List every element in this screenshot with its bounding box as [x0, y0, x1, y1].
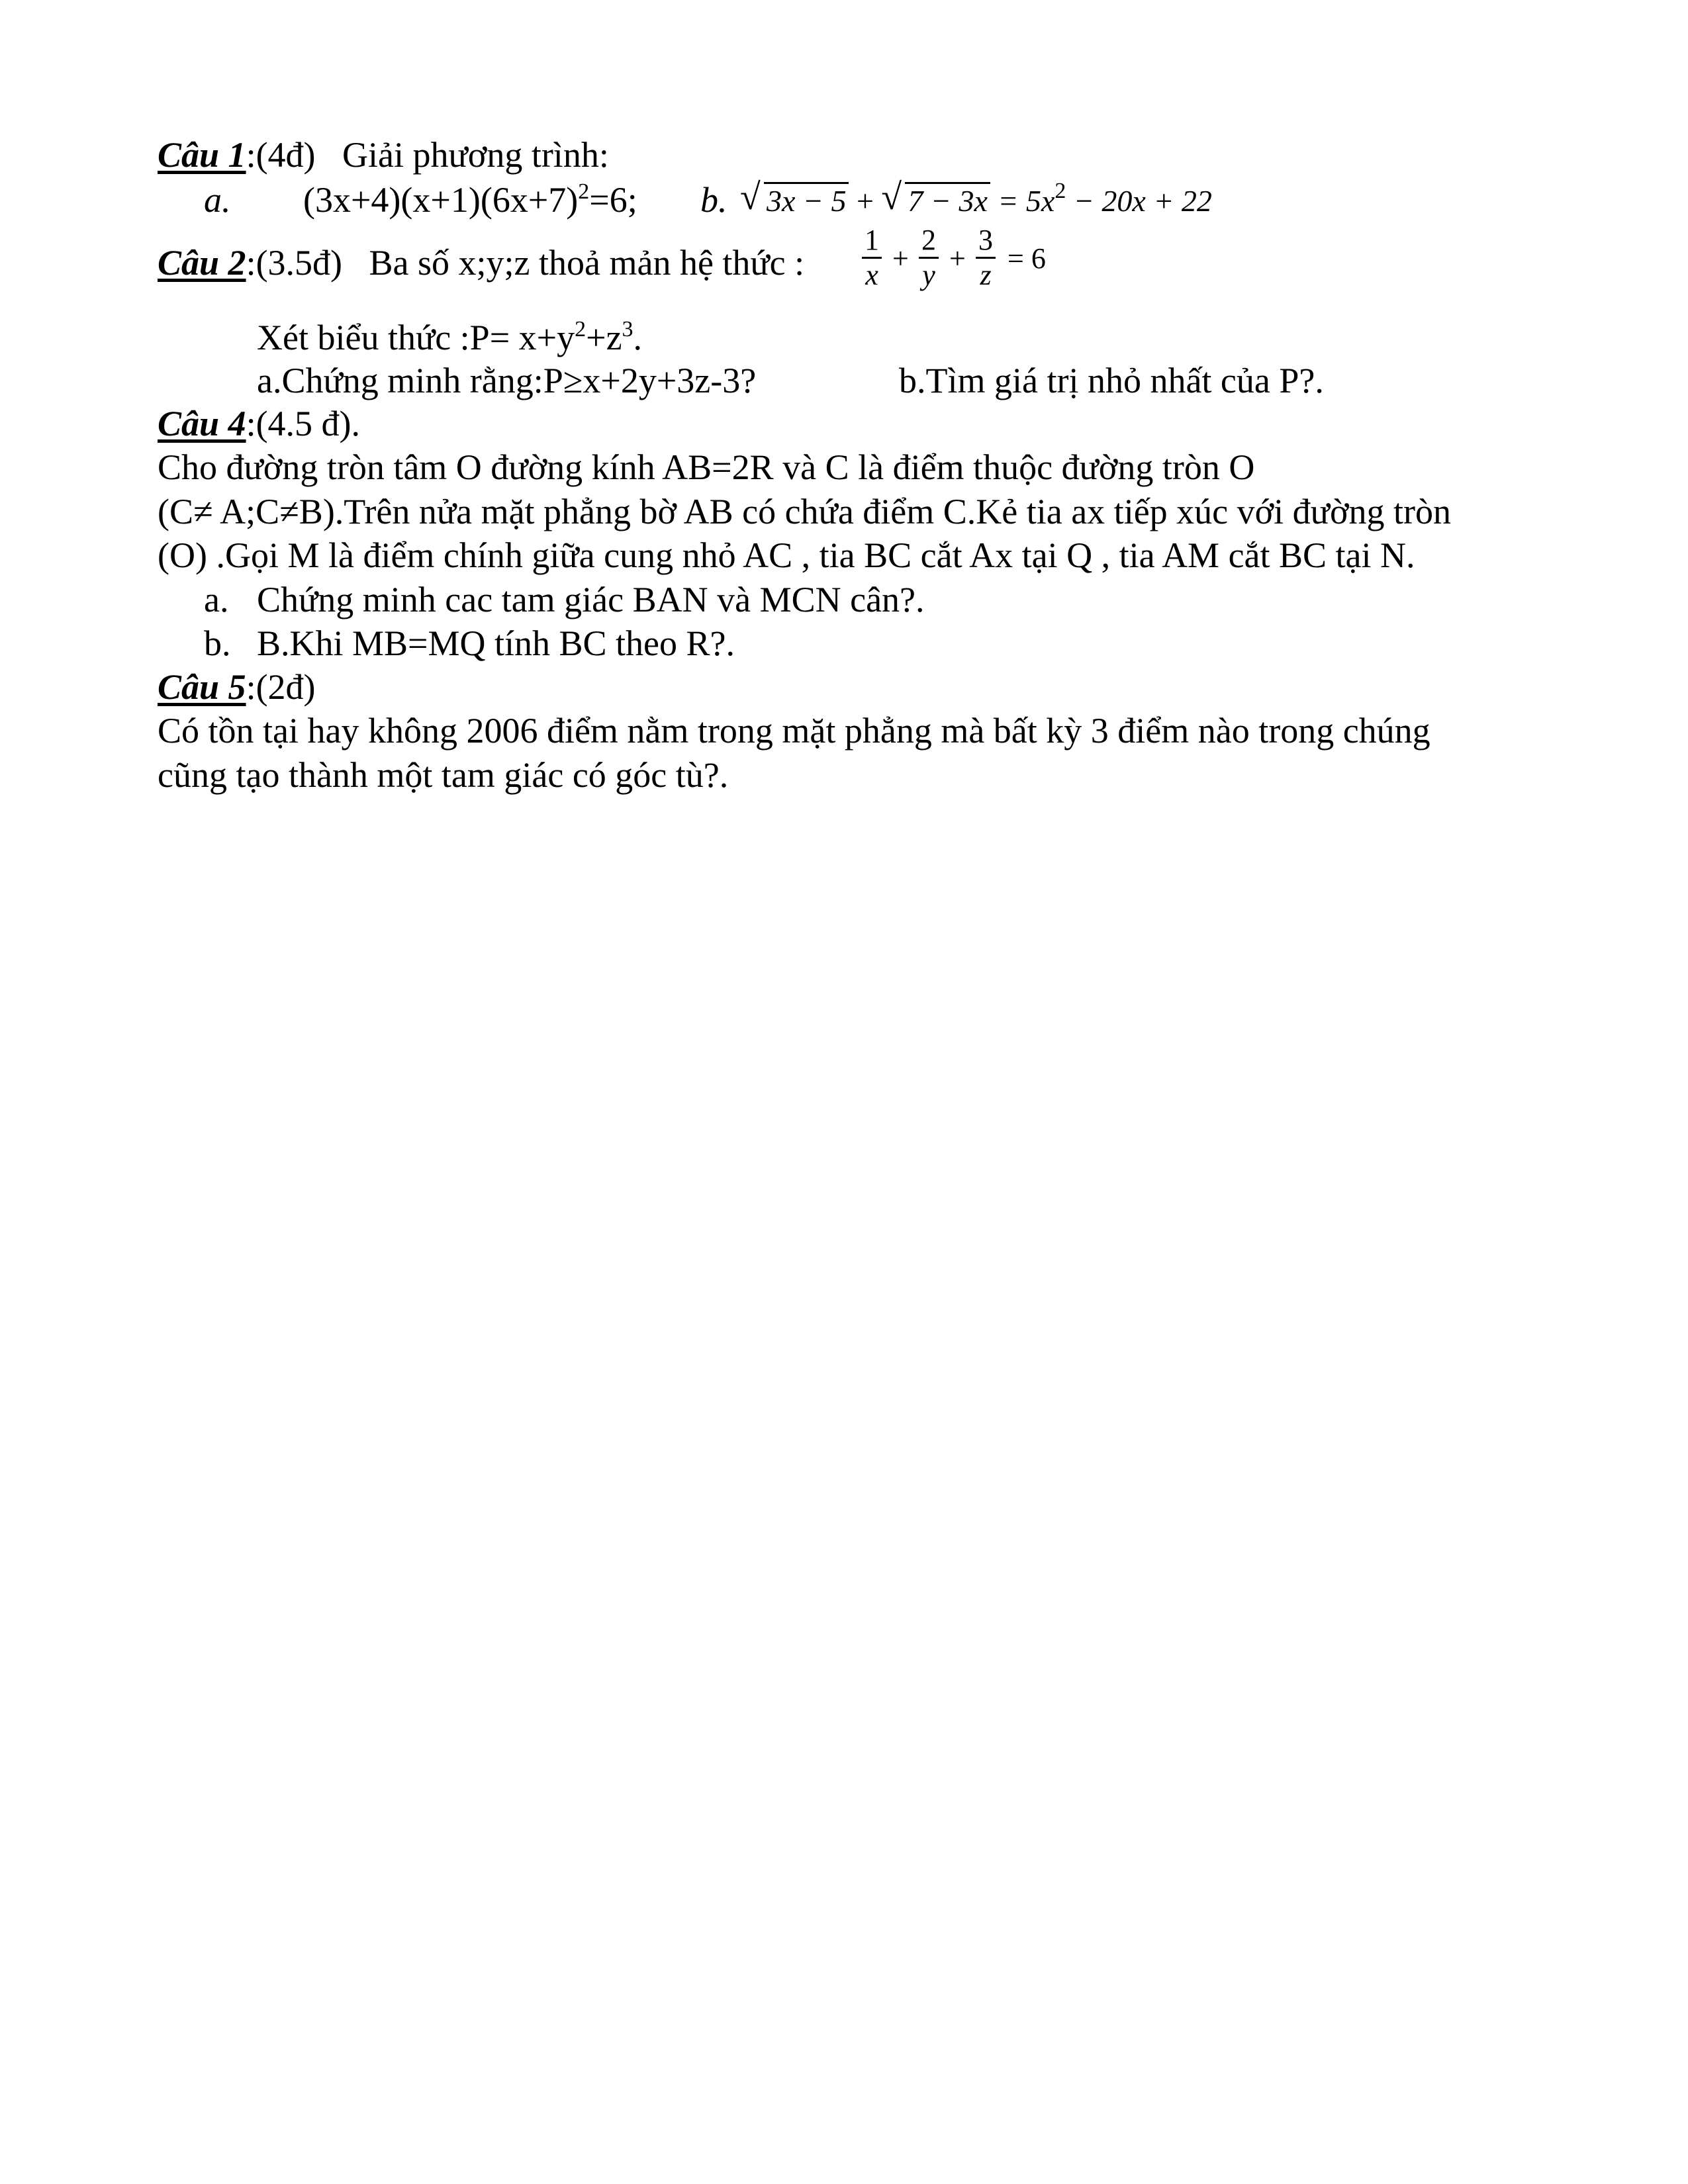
q4-item-a-label: a.	[204, 580, 229, 619]
q2-fraction-1-den: x	[865, 259, 878, 291]
q2-part-b: b.Tìm giá trị nhỏ nhất của P?.	[899, 361, 1324, 400]
q1-rhs: = 5x	[998, 184, 1055, 218]
q2-fraction-2-num: 2	[919, 224, 939, 259]
q2-fraction-3	[976, 224, 996, 292]
q4-item-a: Chứng minh cac tam giác BAN và MCN cân?.	[257, 580, 925, 619]
q1-sqrt-2-radicand: 7 − 3x	[905, 182, 990, 218]
q1-part-a-expr: (3x+4)(x+1)(6x+7)	[303, 180, 579, 220]
q2-equals: = 6	[1008, 242, 1046, 275]
q5-line-1: Có tồn tại hay không 2006 điểm nằm trong mặt phẳng mà bất kỳ 3 điểm nào trong chúng	[158, 711, 1430, 751]
q2-fraction-3-den: z	[980, 259, 992, 291]
q5-label: Câu 5	[158, 667, 246, 707]
q2-fraction-2-den: y	[922, 259, 935, 291]
q1-rhs-tail: − 20x + 22	[1066, 184, 1212, 218]
q4-label: Câu 4	[158, 404, 246, 443]
q2-fraction-2	[919, 224, 939, 292]
q2-heading	[158, 242, 804, 284]
q2-expr-end: .	[633, 318, 643, 357]
q4-item-b: B.Khi MB=MQ tính BC theo R?.	[257, 623, 735, 663]
q2-expr-exp2: 2	[575, 317, 586, 341]
q2-expr-prefix: Xét biểu thức :P= x+y	[257, 318, 575, 357]
q1-title: Giải phương trình:	[342, 135, 609, 175]
q5-line-2: cũng tạo thành một tam giác có góc tù?.	[158, 755, 729, 795]
q1-part-b-label: b.	[700, 180, 727, 220]
q1-part-a-result: =6;	[589, 180, 637, 220]
q2-fraction-3-num: 3	[976, 224, 996, 259]
q1-part-a-label: a.	[204, 180, 231, 220]
q2-plus-1: +	[892, 242, 909, 275]
q4-points: :(4.5 đ).	[246, 404, 361, 443]
q1-sqrt-2: √ 7 − 3x	[881, 183, 990, 220]
q5-points: :(2đ)	[246, 667, 316, 707]
q2-expression	[257, 316, 642, 364]
q2-plus-2: +	[949, 242, 966, 275]
q1-sqrt-1-radicand: 3x − 5	[764, 182, 849, 218]
q1-label: Câu 1	[158, 135, 246, 175]
q1-sqrt-1: √ 3x − 5	[740, 183, 849, 220]
q5-heading	[158, 666, 316, 708]
q4-line-1: Cho đường tròn tâm O đường kính AB=2R và C là điểm thuộc đường tròn O	[158, 447, 1255, 487]
q2-points: :(3.5đ)	[246, 243, 343, 283]
q1-plus: +	[856, 184, 874, 218]
q4-line-3: (O) .Gọi M là điểm chính giữa cung nhỏ AC , tia BC cắt Ax tại Q , tia AM cắt BC tại N.	[158, 535, 1415, 575]
q4-heading	[158, 402, 360, 445]
q2-label: Câu 2	[158, 243, 246, 283]
q2-fraction-1-num: 1	[862, 224, 882, 259]
q1-part-a-equation	[303, 179, 637, 226]
q2-part-a: a.Chứng minh rằng:P≥x+2y+3z-3?	[257, 361, 757, 400]
q2-text: Ba số x;y;z thoả mản hệ thức :	[369, 243, 805, 283]
q2-expr-mid: +z	[586, 318, 622, 357]
q1-part-b-equation	[740, 177, 1212, 223]
q1-part-a-exponent: 2	[578, 179, 590, 204]
q4-line-2: (C≠ A;C≠B).Trên nửa mặt phẳng bờ AB có chứa điểm C.Kẻ tia ax tiếp xúc với đường tròn	[158, 492, 1451, 531]
q1-points: :(4đ)	[246, 135, 316, 175]
q1-heading	[158, 134, 609, 176]
q1-part-a	[204, 179, 231, 221]
q1-rhs-exponent: 2	[1055, 179, 1066, 203]
q2-fraction-1	[862, 224, 882, 292]
q4-item-b-label: b.	[204, 623, 231, 663]
q2-expr-exp3: 3	[622, 317, 633, 341]
